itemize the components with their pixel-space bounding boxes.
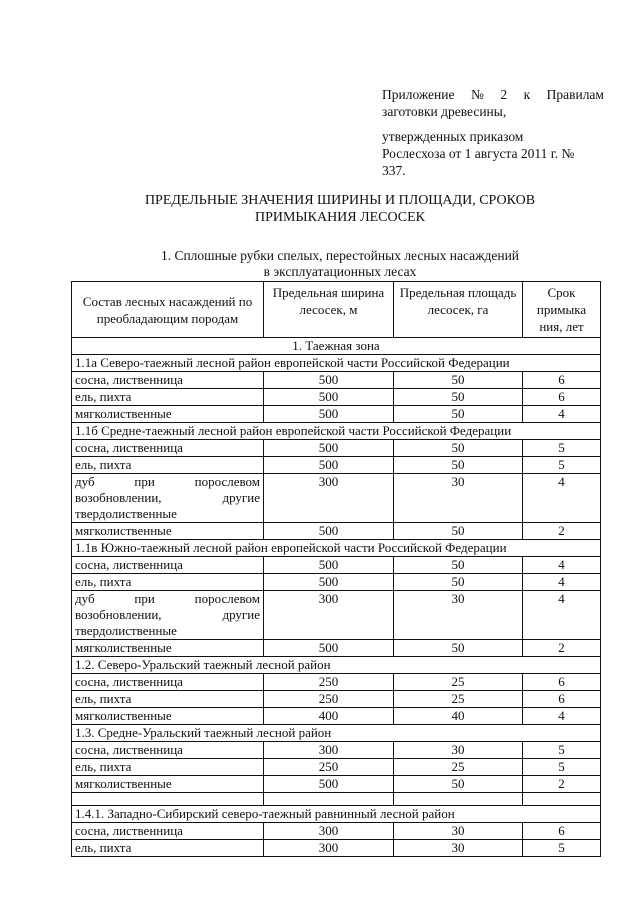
area-cell: 50 xyxy=(394,776,523,793)
region-title: 1.1а Северо-таежный лесной район европейской части Российской Федерации xyxy=(72,355,601,372)
table-row xyxy=(72,759,601,776)
table-row xyxy=(72,776,601,793)
appendix-word: 2 xyxy=(500,87,508,102)
area-cell: 25 xyxy=(394,691,523,708)
species-cell: ель, пихта xyxy=(72,759,264,776)
term-cell: 4 xyxy=(523,708,601,725)
table-row xyxy=(72,574,601,591)
species-cell: ель, пихта xyxy=(72,457,264,474)
title-line-2: ПРИМЫКАНИЯ ЛЕСОСЕК xyxy=(254,210,426,225)
area-cell: 50 xyxy=(394,557,523,574)
term-cell: 4 xyxy=(523,591,601,640)
area-cell: 25 xyxy=(394,759,523,776)
subtitle-line-2: в эксплуатационных лесах xyxy=(263,264,417,279)
header-term: Срок примыка ния, лет xyxy=(523,282,601,338)
table-row xyxy=(72,457,601,474)
species-cell: сосна, лиственница xyxy=(72,440,264,457)
species-cell: дуб при порослевом возобновлении, другие твердолиственные xyxy=(72,474,264,523)
appendix-line-2: заготовки древесины, xyxy=(382,104,507,119)
appendix-line-4: Рослесхоза от 1 августа 2011 г. № xyxy=(382,146,575,161)
term-cell: 6 xyxy=(523,372,601,389)
width-cell: 500 xyxy=(264,557,394,574)
zone-label: 1. Таежная зона xyxy=(72,338,601,355)
width-cell: 500 xyxy=(264,640,394,657)
table-row xyxy=(72,691,601,708)
species-cell: ель, пихта xyxy=(72,389,264,406)
region-row xyxy=(72,657,601,674)
species-cell: сосна, лиственница xyxy=(72,823,264,840)
term-cell: 5 xyxy=(523,840,601,857)
appendix-line-5: 337. xyxy=(382,163,406,178)
width-cell: 250 xyxy=(264,691,394,708)
species-cell: ель, пихта xyxy=(72,840,264,857)
region-row xyxy=(72,355,601,372)
zone-row xyxy=(72,338,601,355)
area-cell: 50 xyxy=(394,389,523,406)
table-row xyxy=(72,474,601,523)
area-cell: 50 xyxy=(394,640,523,657)
norms-table xyxy=(71,281,601,857)
term-cell: 4 xyxy=(523,406,601,423)
width-cell: 500 xyxy=(264,523,394,540)
width-cell: 400 xyxy=(264,708,394,725)
table-row xyxy=(72,440,601,457)
width-cell: 300 xyxy=(264,823,394,840)
region-title: 1.1б Средне-таежный лесной район европейской части Российской Федерации xyxy=(72,423,601,440)
width-cell: 500 xyxy=(264,406,394,423)
header-composition: Состав лесных насаждений по преобладающим породам xyxy=(72,282,264,338)
width-cell: 500 xyxy=(264,574,394,591)
table-row xyxy=(72,640,601,657)
width-cell: 500 xyxy=(264,440,394,457)
table-row xyxy=(72,591,601,640)
appendix-note xyxy=(382,86,604,179)
species-cell: мягколиственные xyxy=(72,640,264,657)
document-title xyxy=(40,192,640,226)
table-row xyxy=(72,389,601,406)
table-row xyxy=(72,674,601,691)
species-cell: мягколиственные xyxy=(72,776,264,793)
table-row xyxy=(72,742,601,759)
width-cell: 250 xyxy=(264,674,394,691)
region-title: 1.4.1. Западно-Сибирский северо-таежный равнинный лесной район xyxy=(72,806,601,823)
term-cell: 5 xyxy=(523,457,601,474)
subtitle-line-1: 1. Сплошные рубки спелых, перестойных лесных насаждений xyxy=(160,248,520,263)
table-row xyxy=(72,557,601,574)
width-cell: 300 xyxy=(264,742,394,759)
appendix-line-3: утвержденных приказом xyxy=(382,129,524,144)
term-cell: 6 xyxy=(523,674,601,691)
area-cell: 50 xyxy=(394,372,523,389)
area-cell: 50 xyxy=(394,523,523,540)
width-cell: 300 xyxy=(264,840,394,857)
area-cell: 50 xyxy=(394,457,523,474)
species-cell: ель, пихта xyxy=(72,574,264,591)
term-cell: 2 xyxy=(523,523,601,540)
header-width: Предельная ширина лесосек, м xyxy=(264,282,394,338)
appendix-word: № xyxy=(470,87,484,102)
species-cell: мягколиственные xyxy=(72,708,264,725)
table-row xyxy=(72,840,601,857)
region-row xyxy=(72,725,601,742)
area-cell: 50 xyxy=(394,440,523,457)
table-body xyxy=(72,338,601,857)
spacer-cell xyxy=(394,793,523,806)
spacer-cell xyxy=(72,793,264,806)
term-cell: 6 xyxy=(523,389,601,406)
appendix-word: к xyxy=(523,87,531,102)
species-cell: дуб при порослевом возобновлении, другие твердолиственные xyxy=(72,591,264,640)
term-cell: 5 xyxy=(523,440,601,457)
appendix-word: Приложение xyxy=(382,87,455,102)
region-row xyxy=(72,540,601,557)
width-cell: 500 xyxy=(264,776,394,793)
width-cell: 300 xyxy=(264,474,394,523)
section-subtitle xyxy=(60,248,620,280)
area-cell: 30 xyxy=(394,474,523,523)
term-cell: 4 xyxy=(523,474,601,523)
spacer-cell xyxy=(523,793,601,806)
table-row xyxy=(72,823,601,840)
spacer-row xyxy=(72,793,601,806)
area-cell: 30 xyxy=(394,591,523,640)
table-row xyxy=(72,708,601,725)
area-cell: 30 xyxy=(394,823,523,840)
region-title: 1.1в Южно-таежный лесной район европейской части Российской Федерации xyxy=(72,540,601,557)
species-cell: мягколиственные xyxy=(72,523,264,540)
table-row xyxy=(72,406,601,423)
area-cell: 50 xyxy=(394,574,523,591)
term-cell: 5 xyxy=(523,759,601,776)
title-line-1: ПРЕДЕЛЬНЫЕ ЗНАЧЕНИЯ ШИРИНЫ И ПЛОЩАДИ, СРОКОВ xyxy=(144,193,536,208)
appendix-word: Правилам xyxy=(546,87,604,102)
term-cell: 6 xyxy=(523,691,601,708)
species-cell: ель, пихта xyxy=(72,691,264,708)
width-cell: 250 xyxy=(264,759,394,776)
area-cell: 25 xyxy=(394,674,523,691)
term-cell: 4 xyxy=(523,557,601,574)
header-area: Предельная площадь лесосек, га xyxy=(394,282,523,338)
appendix-line-1 xyxy=(382,86,604,103)
area-cell: 30 xyxy=(394,742,523,759)
table-row xyxy=(72,523,601,540)
term-cell: 2 xyxy=(523,776,601,793)
region-title: 1.3. Средне-Уральский таежный лесной район xyxy=(72,725,601,742)
width-cell: 500 xyxy=(264,457,394,474)
table-header-row xyxy=(72,282,601,338)
width-cell: 300 xyxy=(264,591,394,640)
species-cell: сосна, лиственница xyxy=(72,372,264,389)
area-cell: 30 xyxy=(394,840,523,857)
species-cell: сосна, лиственница xyxy=(72,742,264,759)
width-cell: 500 xyxy=(264,389,394,406)
area-cell: 40 xyxy=(394,708,523,725)
region-row xyxy=(72,806,601,823)
region-title: 1.2. Северо-Уральский таежный лесной район xyxy=(72,657,601,674)
width-cell: 500 xyxy=(264,372,394,389)
species-cell: сосна, лиственница xyxy=(72,674,264,691)
term-cell: 5 xyxy=(523,742,601,759)
table-row xyxy=(72,372,601,389)
spacer-cell xyxy=(264,793,394,806)
area-cell: 50 xyxy=(394,406,523,423)
term-cell: 4 xyxy=(523,574,601,591)
term-cell: 6 xyxy=(523,823,601,840)
species-cell: мягколиственные xyxy=(72,406,264,423)
species-cell: сосна, лиственница xyxy=(72,557,264,574)
term-cell: 2 xyxy=(523,640,601,657)
region-row xyxy=(72,423,601,440)
